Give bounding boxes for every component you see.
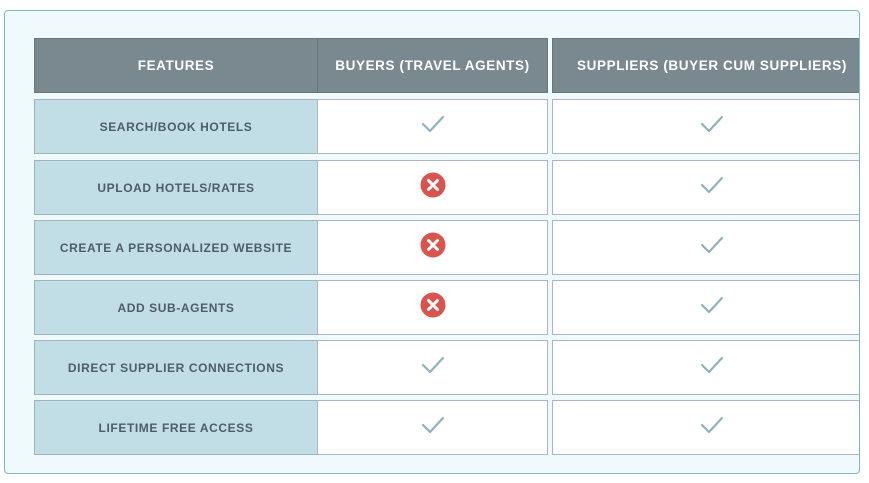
header-suppliers: SUPPLIERS (BUYER CUM SUPPLIERS) xyxy=(552,38,860,93)
check-icon xyxy=(421,115,445,138)
feature-label: SEARCH/BOOK HOTELS xyxy=(34,99,318,154)
buyers-cell xyxy=(317,160,548,215)
suppliers-cell xyxy=(552,400,860,455)
buyers-cell xyxy=(317,280,548,335)
check-icon xyxy=(700,236,724,259)
cross-icon xyxy=(420,232,446,263)
feature-label: UPLOAD HOTELS/RATES xyxy=(34,160,318,215)
buyers-cell xyxy=(317,340,548,395)
check-icon xyxy=(700,356,724,379)
check-icon xyxy=(700,296,724,319)
suppliers-cell xyxy=(552,99,860,154)
check-icon xyxy=(700,416,724,439)
feature-label: LIFETIME FREE ACCESS xyxy=(34,400,318,455)
check-icon xyxy=(700,115,724,138)
buyers-cell xyxy=(317,99,548,154)
feature-label: ADD SUB-AGENTS xyxy=(34,280,318,335)
header-features: FEATURES xyxy=(34,38,318,93)
buyers-cell xyxy=(317,400,548,455)
check-icon xyxy=(421,356,445,379)
suppliers-cell xyxy=(552,220,860,275)
feature-label: CREATE A PERSONALIZED WEBSITE xyxy=(34,220,318,275)
cross-icon xyxy=(420,172,446,203)
suppliers-cell xyxy=(552,280,860,335)
suppliers-cell xyxy=(552,340,860,395)
comparison-panel xyxy=(4,10,860,474)
cross-icon xyxy=(420,292,446,323)
header-buyers: BUYERS (TRAVEL AGENTS) xyxy=(317,38,548,93)
check-icon xyxy=(421,416,445,439)
check-icon xyxy=(700,176,724,199)
suppliers-cell xyxy=(552,160,860,215)
buyers-cell xyxy=(317,220,548,275)
feature-label: DIRECT SUPPLIER CONNECTIONS xyxy=(34,340,318,395)
